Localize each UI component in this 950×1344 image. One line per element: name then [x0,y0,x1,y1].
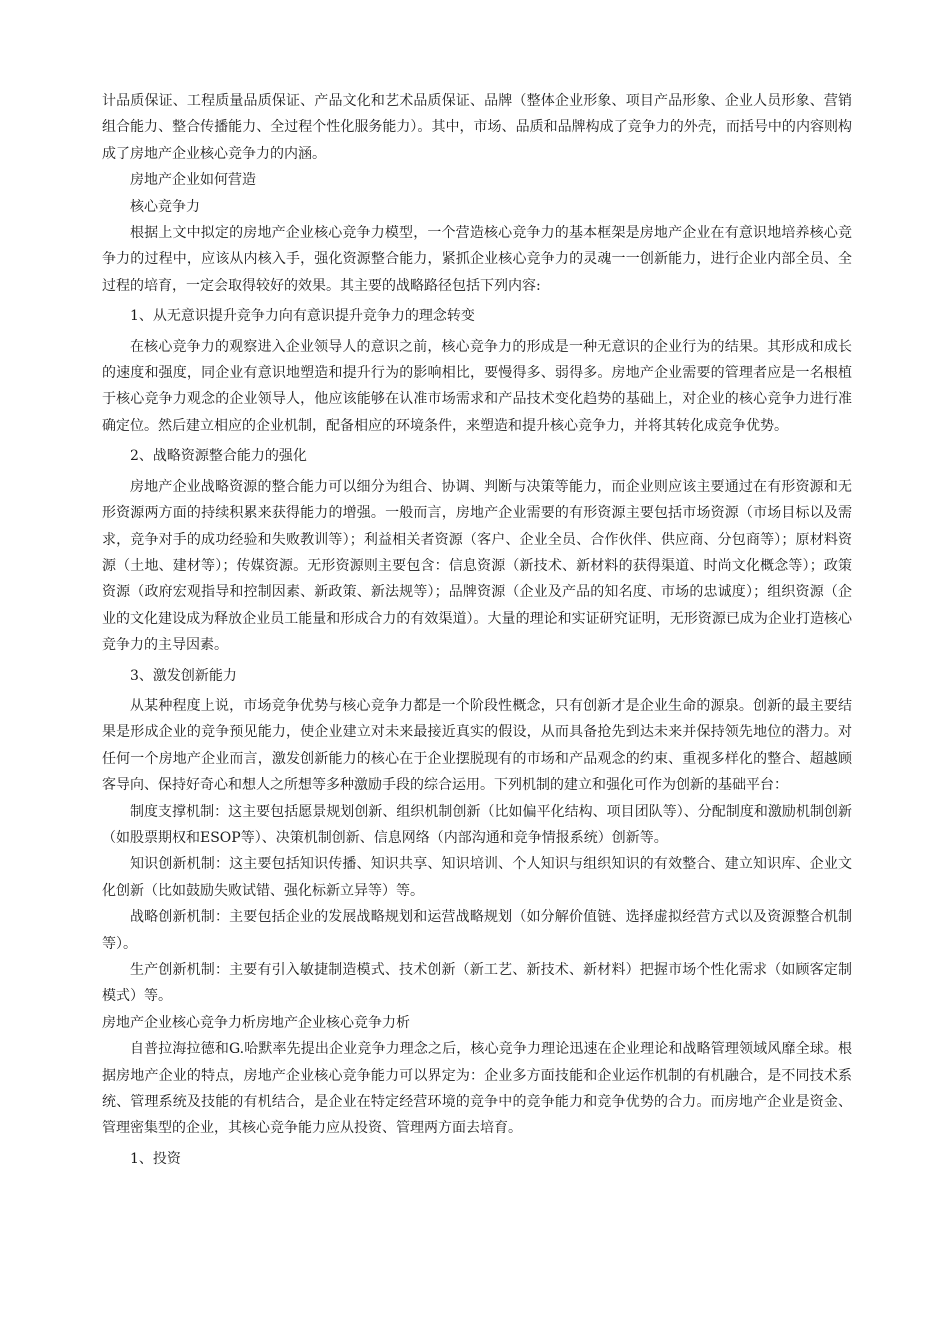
subheading-investment: 1、投资 [130,1150,181,1167]
subheading-2: 2、战略资源整合能力的强化 [130,448,307,465]
subheading-1: 1、从无意识提升竞争力向有意识提升竞争力的理念转变 [130,308,475,325]
paragraph-institution: 制度支撑机制：这主要包括愿景规划创新、组织机制创新（比如偏平化结构、项目团队等）、分配制度和激励机制创新（如股票期权和ESOP等）、决策机制创新、信息网络（内部沟通和竞争情报系统）创新等。 [102,803,852,846]
section-heading-1: 房地产企业如何营造 [130,172,256,189]
paragraph-intro: 计品质保证、工程质量品质保证、产品文化和艺术品质保证、品牌（整体企业形象、项目产品形象、企业人员形象、营销组合能力、整合传播能力、全过程个性化服务能力）。其中，市场、品质和品牌构成了竞争力的外壳，而括号中的内容则构成了房地产企业核心竞争力的内涵。 [102,93,852,162]
paragraph-resources: 房地产企业战略资源的整合能力可以细分为组合、协调、判断与决策等能力，而企业则应该主要通过在有形资源和无形资源两方面的持续积累来获得能力的增强。一般而言，房地产企业需要的有形资源主要包括市场资源（市场目标以及需求，竞争对手的成功经验和失败教训等）；利益相关者资源（客户、企业全员、合作伙伴、供应商、分包商等）；原材料资源（土地、建材等）；传媒资源。无形资源则主要包含：信息资源（新技术、新材料的获得渠道、时尚文化概念等）；政策资源（政府宏观指导和控制因素、新政策、新法规等）；品牌资源（企业及产品的知名度、市场的忠诚度）；组织资源（企业的文化建设成为释放企业员工能量和形成合力的有效渠道）。大量的理论和实证研究证明，无形资源已成为企业打造核心竞争力的主导因素。 [102,478,852,654]
paragraph-definition: 自普拉海拉德和G.哈默率先提出企业竞争力理念之后，核心竞争力理论迅速在企业理论和战略管理领域风靡全球。根据房地产企业的特点，房地产企业核心竞争能力可以界定为：企业多方面技能和企业运作机制的有机融合，是不同技术系统、管理系统及技能的有机结合，是企业在特定经营环境的竞争中的竞争能力和竞争优势的合力。而房地产企业是资金、管理密集型的企业，其核心竞争能力应从投资、管理两方面去培育。 [102,1041,852,1137]
paragraph-framework: 根据上文中拟定的房地产企业核心竞争力模型，一个营造核心竞争力的基本框架是房地产企业在有意识地培养核心竞争力的过程中，应该从内核入手，强化资源整合能力，紧抓企业核心竞争力的灵魂一一创新能力，进行企业内部全员、全过程的培育，一定会取得较好的效果。其主要的战略路径包括下列内容: [102,225,852,294]
paragraph-knowledge: 知识创新机制：这主要包括知识传播、知识共享、知识培训、个人知识与组织知识的有效整合、建立知识库、企业文化创新（比如鼓励失败试错、强化标新立异等）等。 [102,856,852,899]
paragraph-strategy: 战略创新机制：主要包括企业的发展战略规划和运营战略规划（如分解价值链、选择虚拟经营方式以及资源整合机制等）。 [102,909,852,952]
section-heading-3: 房地产企业核心竞争力析房地产企业核心竞争力析 [102,1014,410,1031]
subheading-3: 3、激发创新能力 [130,667,237,684]
paragraph-production: 生产创新机制：主要有引入敏捷制造模式、技术创新（新工艺、新技术、新材料）把握市场个性化需求（如顾客定制模式）等。 [102,962,852,1005]
paragraph-innovation: 从某种程度上说，市场竞争优势与核心竞争力都是一个阶段性概念，只有创新才是企业生命的源泉。创新的最主要结果是形成企业的竞争预见能力，使企业建立对未来最接近真实的假设，从而具备抢先到达未来并保持领先地位的潜力。对任何一个房地产企业而言，激发创新能力的核心在于企业摆脱现有的市场和产品观念的约束、重视多样化的整合、超越顾客导向、保持好奇心和想人之所想等多种激励手段的综合运用。下列机制的建立和强化可作为创新的基础平台： [102,697,852,794]
section-heading-2: 核心竞争力 [130,198,200,215]
paragraph-awareness: 在核心竞争力的观察进入企业领导人的意识之前，核心竞争力的形成是一种无意识的企业行为的结果。其形成和成长的速度和强度，同企业有意识地塑造和提升行为的影响相比，要慢得多、弱得多。房地产企业需要的管理者应是一名根植于核心竞争力观念的企业领导人，他应该能够在认准市场需求和产品技术变化趋势的基础上，对企业的核心竞争力进行准确定位。然后建立相应的企业机制，配备相应的环境条件，来塑造和提升核心竞争力，并将其转化成竞争优势。 [102,338,852,434]
